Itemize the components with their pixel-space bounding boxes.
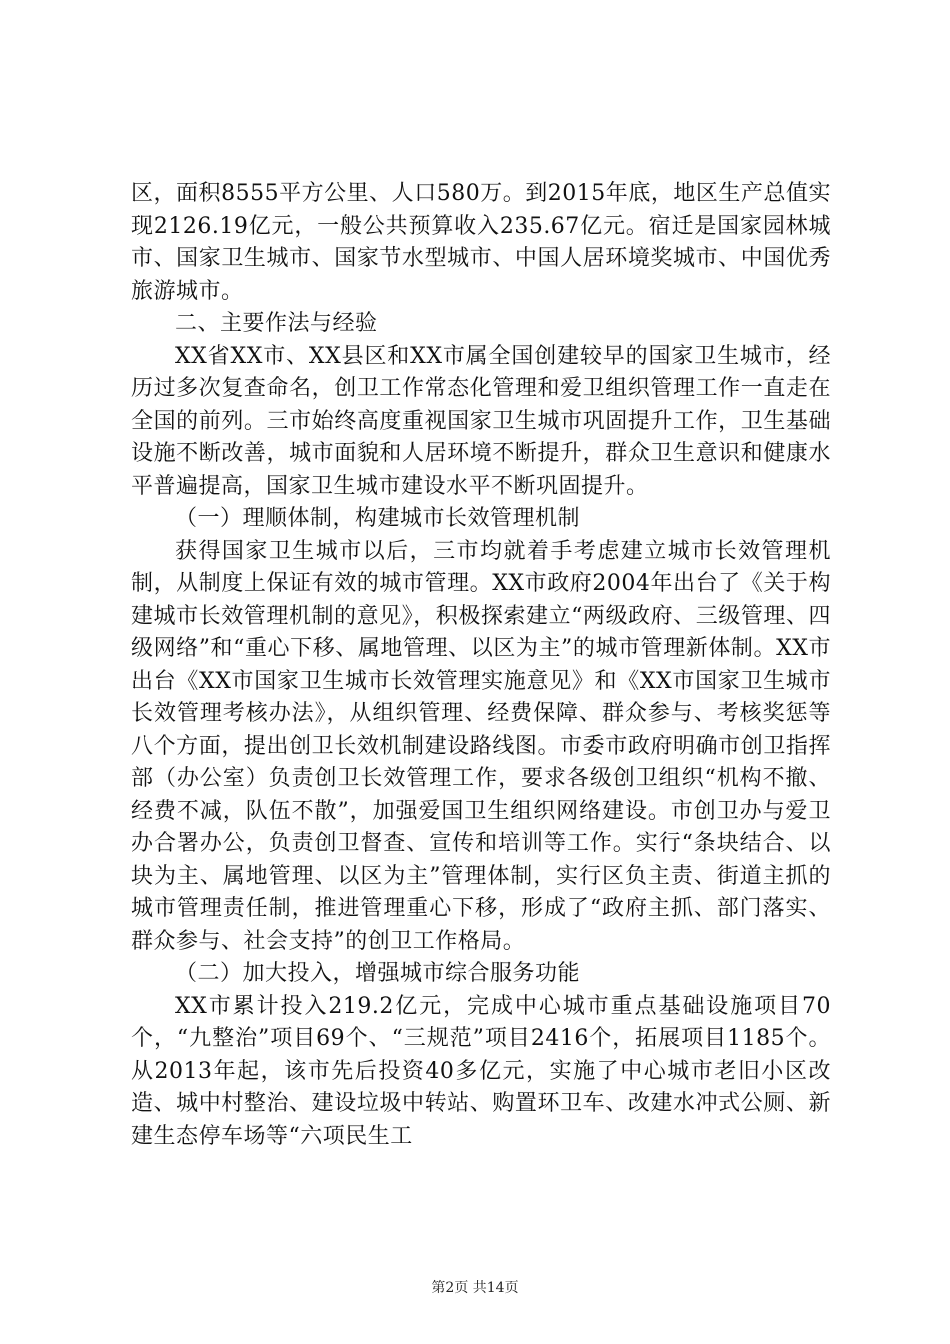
body-paragraph: XX省XX市、XX县区和XX市属全国创建较早的国家卫生城市，经历过多次复查命名，创卫工作常态化管理和爱卫组织管理工作一直走在全国的前列。三市始终高度重视国家卫生城市巩固提升工作，卫生基础设施不断改善，城市面貌和人居环境不断提升，群众卫生意识和健康水平普遍提高，国家卫生城市建设水平不断巩固提升。 <box>131 343 831 499</box>
body-paragraph: 获得国家卫生城市以后，三市均就着手考虑建立城市长效管理机制，从制度上保证有效的城市管理。XX市政府2004年出台了《关于构建城市长效管理机制的意见》，积极探索建立“两级政府、三级管理、四级网络”和“重心下移、属地管理、以区为主”的城市管理新体制。XX市出台《XX市国家卫生城市长效管理实施意见》和《XX市国家卫生城市长效管理考核办法》，从组织管理、经费保障、群众参与、考核奖惩等八个方面，提出创卫长效机制建设路线图。市委市政府明确市创卫指挥部（办公室）负责创卫长效管理工作，要求各级创卫组织“机构不撤、经费不减，队伍不散”，加强爱国卫生组织网络建设。市创卫办与爱卫办合署办公，负责创卫督查、宣传和培训等工作。实行“条块结合、以块为主、属地管理、以区为主”管理体制，实行区负主责、街道主抓的城市管理责任制，推进管理重心下移，形成了“政府主抓、部门落实、群众参与、社会支持”的创卫工作格局。 <box>131 538 831 954</box>
page-footer: 第2页 共14页 <box>431 1280 519 1296</box>
body-paragraph: XX市累计投入219.2亿元，完成中心城市重点基础设施项目70个，“九整治”项目69个、“三规范”项目2416个，拓展项目1185个。从2013年起，该市先后投资40多亿元，实施了中心城市老旧小区改造、城中村整治、建设垃圾中转站、购置环卫车、改建水冲式公厕、新建生态停车场等“六项民生工 <box>131 993 831 1149</box>
section-heading: （一）理顺体制，构建城市长效管理机制 <box>175 506 581 531</box>
document-body <box>131 178 831 1153</box>
section-heading: （二）加大投入，增强城市综合服务功能 <box>175 961 581 986</box>
section-heading: 二、主要作法与经验 <box>175 311 378 336</box>
body-paragraph: 区，面积8555平方公里、人口580万。到2015年底，地区生产总值实现2126.19亿元，一般公共预算收入235.67亿元。宿迁是国家园林城市、国家卫生城市、国家节水型城市、中国人居环境奖城市、中国优秀旅游城市。 <box>131 181 831 304</box>
